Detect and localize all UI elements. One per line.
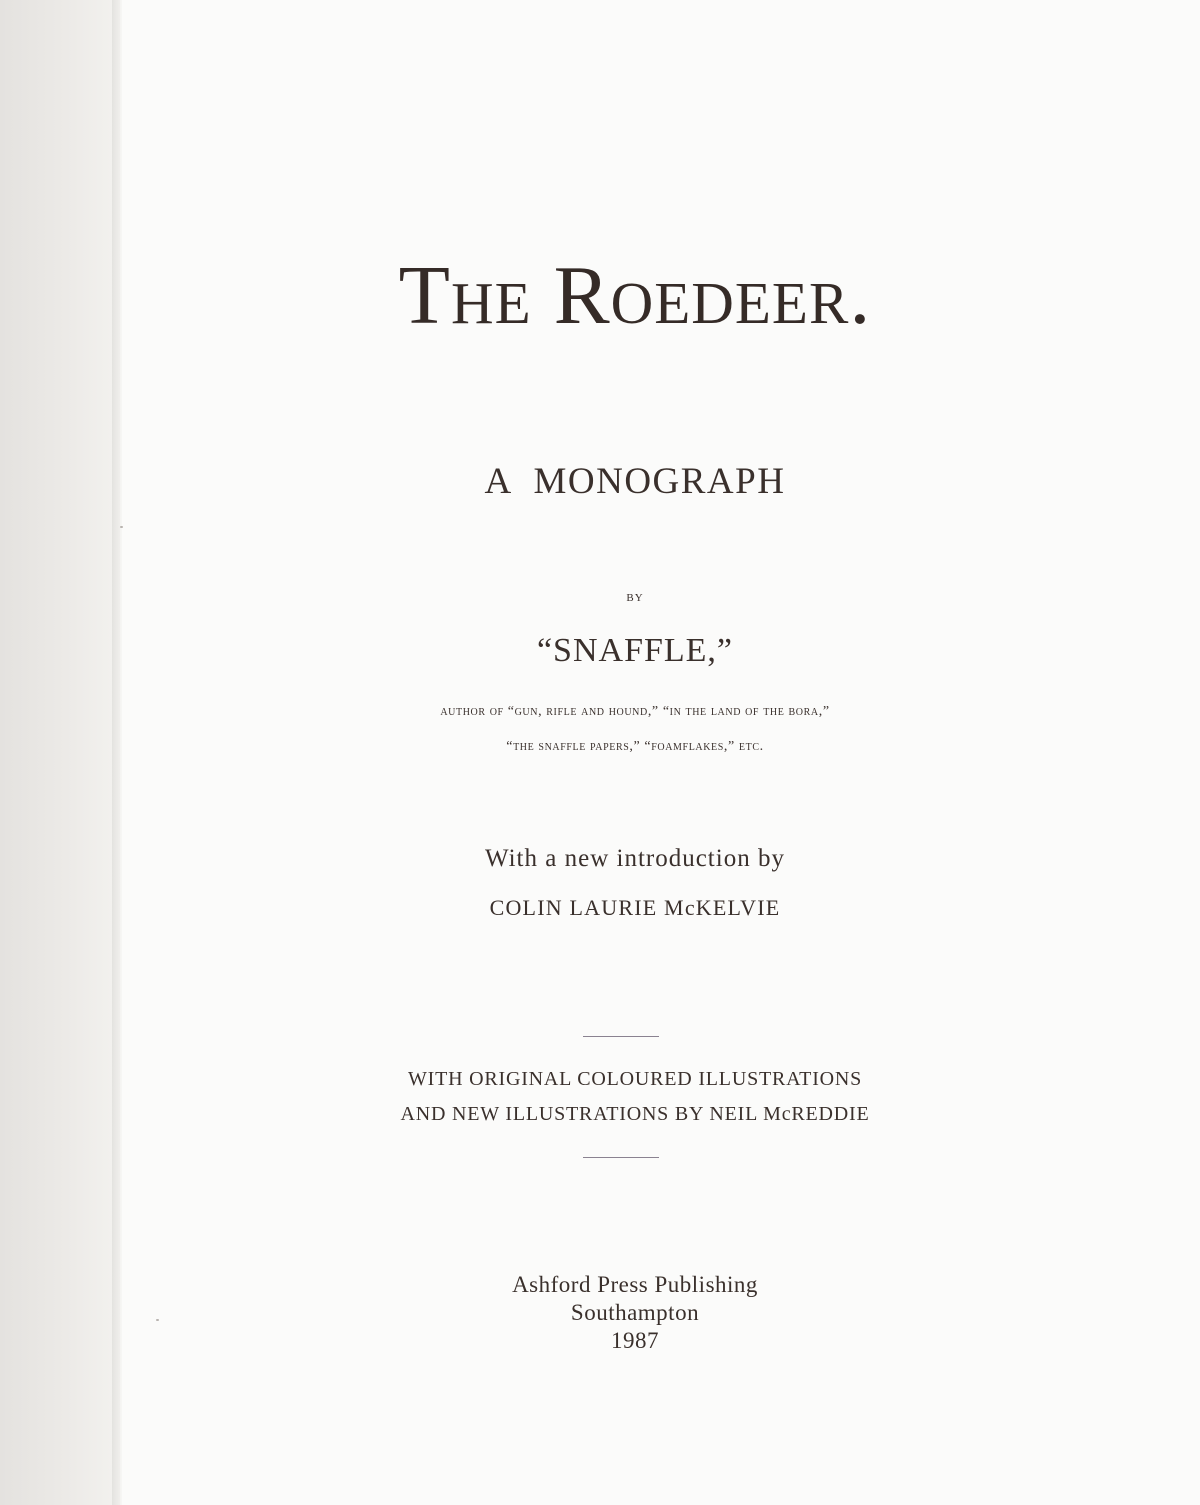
divider-rule-bottom [583,1157,659,1158]
illustrations-line-2: AND NEW ILLUSTRATIONS BY NEIL McREDDIE [400,1103,870,1125]
introduction-author: COLIN LAURIE McKELVIE [489,895,781,920]
illustrations-line-1: WITH ORIGINAL COLOURED ILLUSTRATIONS [407,1068,863,1090]
book-subtitle: A MONOGRAPH [484,461,786,502]
by-label: BY [626,592,644,604]
paper-speck [156,1319,159,1321]
author-name: “SNAFFLE,” [536,632,734,669]
divider-rule-top [583,1036,659,1037]
author-works-line-2: “the snaffle papers,” “foamflakes,” etc. [506,739,764,754]
paper-speck [120,526,123,528]
introduction-label: With a new introduction by [485,845,785,872]
publisher-name: Ashford Press Publishing [512,1272,758,1297]
publication-year: 1987 [611,1328,659,1353]
author-works-line-1: author of “gun, rifle and hound,” “in the land of the bora,” [440,704,830,719]
publisher-place: Southampton [570,1300,700,1325]
book-title: The Roedeer. [398,249,872,342]
